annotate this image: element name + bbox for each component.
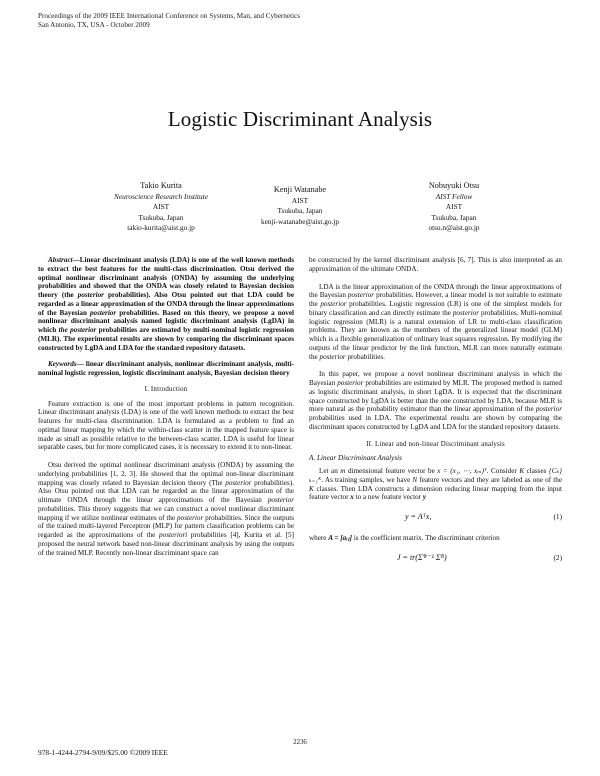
- author-org: AIST: [291, 196, 309, 206]
- keywords: Keywords— linear discriminant analysis, nonlinear discriminant analysis, multi-nominal logistic regression, logistic discriminant analysis, Bayesian decision theory: [38, 360, 294, 377]
- author-name: Kenji Watanabe: [273, 185, 327, 194]
- author-block-2: [210, 185, 390, 227]
- equation-2-body: J = tr(Σ̂ᵂ⁻¹ Σ̂ᴮ): [397, 552, 447, 562]
- header-line-2: San Antonio, TX, USA - October 2009: [38, 21, 150, 29]
- author-affiliation: Neuroscience Research Institute: [114, 192, 208, 202]
- proceedings-header: [38, 12, 300, 30]
- header-line-1: Proceedings of the 2009 IEEE International Conference on Systems, Man, and Cybernetics: [38, 12, 301, 20]
- author-email: takio-kurita@aist.go.jp: [127, 222, 195, 232]
- author-org: AIST: [152, 202, 170, 212]
- section-heading-lda: II. Linear and non-linear Discriminant analysis: [366, 440, 505, 448]
- paragraph: Feature extraction is one of the most important problems in pattern recognition. Linear discriminant analysis (LDA) is one of the well known methods to extract the best features for multi-class discrimination. LDA is formulated as a problem to find an optimal linear mapping by which the within-class scatter in the mapped feature space is made as small as possible relative to the between-class scatter. LDA is useful for linear separable cases, but for more complicated cases, it is necessary to extend it to non-linear.: [38, 399, 294, 452]
- isbn-footer: 978-1-4244-2794-9/09/$25.00 ©2009 IEEE: [38, 748, 168, 757]
- author-name: Takio Kurita: [140, 181, 182, 190]
- abstract-label: Abstract: [48, 256, 73, 264]
- author-email: kenji-watanabe@aist.go.jp: [260, 216, 340, 226]
- author-location: Tsukuba, Japan: [431, 212, 477, 222]
- paragraph: be constructed by the kernel discriminant analysis [6, 7]. This is also interpreted as an approximation of the ultimate ONDA.: [309, 256, 562, 273]
- equation-1-number: (1): [553, 512, 562, 521]
- right-column: [309, 256, 562, 571]
- paper-title: Logistic Discriminant Analysis: [167, 107, 433, 131]
- page-number: 2236: [293, 739, 307, 746]
- paragraph: where A = [aᵢⱼ] is the coefficient matrix. The discriminant criterion: [309, 534, 500, 542]
- author-email: otsu.n@aist.go.jp: [428, 222, 480, 232]
- author-location: Tsukuba, Japan: [277, 206, 323, 216]
- author-name: Nobuyuki Otsu: [428, 181, 480, 190]
- equation-2-number: (2): [553, 552, 562, 562]
- paragraph: LDA is the linear approximation of the ONDA through the linear approximations of the Bayesian posterior probabilities. However, a linear model is not suitable to estimate the posterior probabilities. Logistic regression (LR) is one of the simplest models for binary classification and can directly estimate the posterior probabilities. Multi-nominal logistic regression (MLR) is a natural extension of LR to multi-class classification problems. They are known as the members of the generalized linear model (GLM) which is a flexible generalization of ordinary least squares regression. By modifying the outputs of the linear predictor by the link function, MLR can more naturally estimate the posterior probabilities.: [309, 282, 563, 361]
- subsection-heading-lda: A. Linear Discriminant Analysis: [309, 454, 402, 463]
- author-location: Tsukuba, Japan: [138, 212, 184, 222]
- author-org: AIST: [445, 202, 463, 212]
- keywords-label: Keywords: [48, 360, 77, 369]
- paragraph: Let an m dimensional feature vector be x = (x₁, ⋯, xₘ)ᵀ. Consider K classes {Cₖ}ₖ₌₁ᴷ. As training samples, we have N feature vectors and they are labeled as one of the K classes. Then LDA constructs a dimension reducing linear mapping from the input feature vector x to a new feature vector y: [309, 467, 563, 502]
- paragraph: In this paper, we propose a novel nonlinear discriminant analysis in which the Bayesian posterior probabilities are estimated by MLR. The proposed method is named as logistic discriminant analysis, in short LgDA. It is expected that the discriminant space constructed by LgDA is better than the one constructed by LDA, because MLR is more natural as the probability estimator than the linear approximation of the posterior probabilities used in LDA. The experimental results are shown by comparing the discriminant spaces constructed by LgDA and LDA for the standard repository datasets.: [309, 370, 562, 431]
- author-affiliation: AIST Fellow: [435, 192, 473, 202]
- section-heading-introduction: I. Introduction: [144, 385, 188, 393]
- abstract: Abstract—Linear discriminant analysis (LDA) is one of the well known methods to extract the best features for the multi-class discrimination. Otsu derived the optimal nonlinear discriminant analysis (ONDA) by assuming the underlying probabilities and showed that the ONDA was closely related to Bayesian decision theory (the posterior probabilities). Also Otsu pointed out that LDA could be regarded as a linear approximation of the ONDA through the linear approximations of the Bayesian posterior probabilities. Based on this theory, we propose a novel nonlinear discriminant analysis named logistic discriminant analysis (LgDA) in which the posterior probabilities are estimated by multi-nominal logistic regression (MLR). The experimental results are shown by comparing the discriminant spaces constructed by LgDA and LDA for the standard repository datasets.: [38, 256, 295, 352]
- paragraph: Otsu derived the optimal nonlinear discriminant analysis (ONDA) by assuming the underlying probabilities [1, 2, 3]. He showed that the optimal non-linear discriminant mapping was closely related to Bayesian decision theory (The posterior probabilities). Also Otsu pointed out that LDA can be regarded as the linear approximation of the ultimate ONDA through the linear approximations of the Bayesian posterior probabilities. This theory suggests that we can construct a novel nonlinear discriminant mapping if we utilize nonlinear estimates of the posterior probabilities. Since the outputs of the trained multi-layered Perceptron (MLP) for pattern classification problems can be regarded as the approximations of the posteriori probabilities [4], Kurita et al. [5] proposed the neural network based non-linear discriminant analysis by using the outputs of the trained MLP. Recently non-linear discriminant space can: [38, 461, 294, 557]
- author-block-3: [364, 181, 544, 233]
- equation-2: [309, 549, 562, 571]
- left-column: [38, 256, 294, 557]
- equation-1: [309, 508, 562, 530]
- equation-1-body: y = Aᵀx,: [405, 512, 432, 521]
